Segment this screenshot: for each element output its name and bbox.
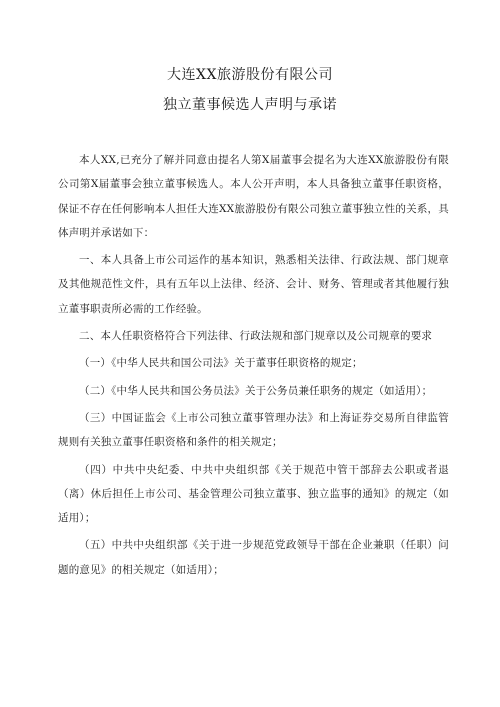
paragraph-subitem-4: （四）中共中央纪委、中共中央组织部《关于规范中管干部辞去公职或者退（离）休后担任上市公司、基金管理公司独立董事、独立监事的通知》的规定（如适用）； xyxy=(58,463,449,525)
paragraph-subitem-3: （三）中国证监会《上市公司独立董事管理办法》和上海证券交易所自律监管规则有关独立董事任职资格和条件的相关规定； xyxy=(58,411,449,449)
document-title: 独立董事候选人声明与承诺 xyxy=(163,97,337,113)
paragraph-intro: 本人XX,已充分了解并同意由提名人第X届董事会提名为大连XX旅游股份有限公司第X届董事会独立董事候选人。本人公开声明，本人具备独立董事任职资格，保证不存在任何影响本人担任大连XX旅游股份有限公司独立董事独立性的关系，具体声明并承诺如下： xyxy=(58,154,449,239)
paragraph-item-1: 一、本人具备上市公司运作的基本知识，熟悉相关法律、行政法规、部门规章及其他规范性文件，具有五年以上法律、经济、会计、财务、管理或者其他履行独立董事职责所必需的工作经验。 xyxy=(58,254,449,315)
paragraph-subitem-1: （一）《中华人民共和国公司法》关于董事任职资格的规定； xyxy=(79,357,363,370)
company-title: 大连XX旅游股份有限公司 xyxy=(167,67,333,83)
paragraph-subitem-2: （二）《中华人民共和国公务员法》关于公务员兼任职务的规定（如适用）； xyxy=(79,384,433,397)
document-body xyxy=(58,148,449,585)
paragraph-subitem-5: （五）中共中央组织部《关于进一步规范党政领导干部在企业兼职（任职）问题的意见》的相关规定（如适用）； xyxy=(58,539,449,576)
paragraph-item-2: 二、本人任职资格符合下列法律、行政法规和部门规章以及公司规章的要求 xyxy=(79,330,433,343)
